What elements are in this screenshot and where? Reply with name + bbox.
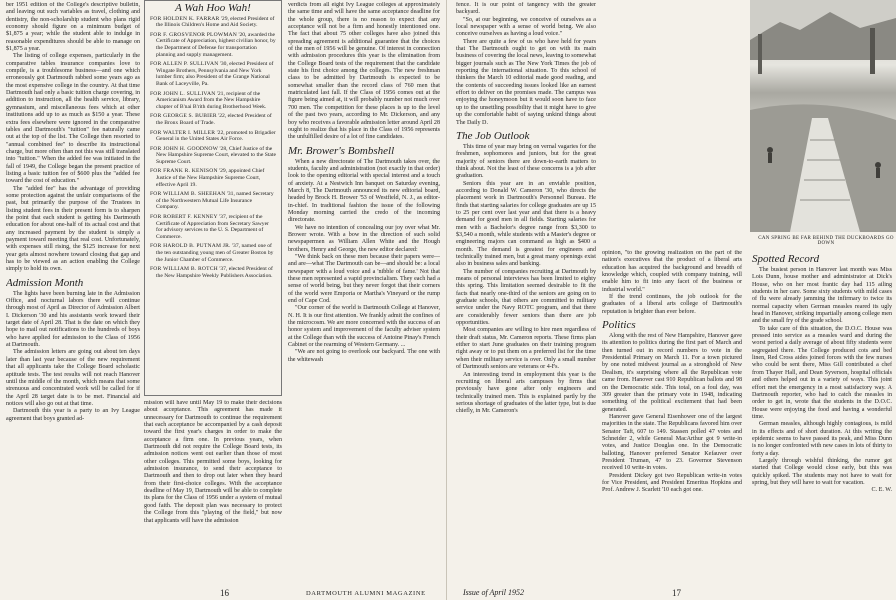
box-title: A Wah Hoo Wah! [175,2,251,14]
award-recipient: FOR WILLIAM B. SHEEHAN [150,191,226,198]
paragraph: The busiest person in Hanover last month was Miss Lois Dunn, house mother and administrator at Dick's House, who on her most frantic day had 115 ailing students in her care. Some sixty students with mild cases of flu were already jamming the infirmary to twice its normal capacity when German measles reared its ugly head in Hanover, striking impartially among college men and the small fry of the grade school. [752,267,892,325]
section-heading-politics: Politics [602,319,636,332]
award-item [150,266,276,279]
award-recipient: FOR JOHN L. SULLIVAN [150,90,216,97]
award-recipient: FOR F. GROSVENOR PLOWMAN [150,31,238,38]
paragraph: An interesting trend in employment this year is the recruiting on liberal arts campuses by firms that previously have gone after only engineers and technically trained men. This is explained partly by the serious shortage of graduates of the latter type, but is due chiefly, in Mr. Cameron's [456,371,596,415]
award-recipient: FOR HAROLD B. PUTNAM JR. [150,243,231,250]
award-text: '20, awarded the Certificate of Appreciation, highest civilian honor, by the Department of Defense for transportation planning and supply management. [156,31,276,58]
award-item [150,32,276,58]
section-heading-spotted-record: Spotted Record [752,253,820,265]
paragraph: The number of companies recruiting at Dartmouth by means of personal interviews has been limited to eighty this spring. This limitation seemed desirable to fit the facts that nearly one-third of the seniors are going on to graduate schools, that others are committed to military service under the Navy ROTC program, and that there are considerably fewer seniors than there are job opportunities. [456,268,596,327]
paragraph: verdicts from all eight Ivy League colleges at approximately the same time and will have the same acceptance deadline for the whole group, there is no reason to expect that any acceptance will not be a firm and honestly intentioned one. The fact that about 75 other colleges have also joined this spreading agreement is additional guarantee that the choices of the men of 1956 will be genuine. Of interest in connection with admission procedures this year is the elimination from the College Board tests of the requirement that the candidate state his first choice among the colleges. The new freshman class to be admitted by Dartmouth is expected to be somewhat smaller than the record class of 760 men that matriculated last fall. If the Class of 1956 comes out at the figure being aimed at, it will probably number not much over 700 men. The competition for these places is up to the level of the past two years, according to Mr. Dickerson, and any boy who receives a favorable admission letter around April 28 ought to realize that his place in the Class of 1956 represents the unfulfilled desire of a lot of fine candidates. [288,2,440,141]
paragraph: We have no intention of concealing our joy over what Mr. Brower wrote. With a bow in the direction of such solid newspapermen as William Allen White and the Hough brothers, Henry and George, the new editor declared: [288,224,440,253]
award-text: '28, Chief Justice of the New Hampshire Supreme Court, elevated to the State Supreme Court. [156,145,276,165]
award-text: '29, appointed Chief Justice of the New Hampshire Supreme Court, effective April 19. [156,168,265,188]
box-items-list [150,16,276,280]
left-column-3 [288,2,440,588]
paragraph: Along with the rest of New Hampshire, Hanover gave its attention to politics during the first part of March and then turned out in record numbers to vote in the Presidential Primary on March 11. For a town pictured by one noted midwest journal as a stronghold of New Dealism, it's surprising where all the Republican vote came from. Hanover cast 910 Republican ballots and 98 on the Democratic side. This total, on a foul day, was 309 greater than the primary vote in 1948, indicating something of the political excitement that had been generated. [602,333,742,413]
paragraph: The lights have been burning late in the Admission Office, and nocturnal labors there will continue through most of April as Director of Admission Albert I. Dickerson '30 and his assistants work toward their target date of April 28. That is the date on which they hope to mail out notifications to the hundreds of boys who have applied for admission to the Class of 1956 at Dartmouth. [6,290,140,349]
paragraph: Most companies are willing to hire men regardless of their draft status, Mr. Cameron reports. These firms plan either to start June graduates on their training program right away or to put them on a preferred list for the time when their military service is over. Only a small number of Dartmouth seniors are veterans or 4-Fs. [456,327,596,371]
award-item [150,130,276,143]
right-page [448,0,896,600]
right-column-2 [602,250,742,572]
paragraph: Largely through wishful thinking, the rumor got started that College would close early, but this was quickly spiked. The students may not have to wait for spring, but they will have to wait for vacation. [752,457,892,486]
award-recipient: FOR WILLIAM B. ROTCH [150,266,218,273]
section-heading-bombshell: Mr. Brower's Bombshell [288,144,395,157]
photo-scene [750,0,896,232]
award-text: '30, elected President of Wingate Brothers, Pennsylvania and New York lumber firm; also President of the Grange National Bank of Laceyville, Pa. [156,61,274,87]
award-item [150,146,276,166]
paragraph: ber 1951 edition of the College's descriptive bulletin, and leaving out such variables as travel, clothing and dentistry, the non-scholarship student who plans rigid economy should figure on a minimum budget of $1,875 a year; while the student able to indulge in reasonable expenditures should be able to manage on $1,875 a year. [6,2,140,53]
paragraph: mission will have until May 19 to make their decisions about acceptance. This agreement has made it unnecessary for Dartmouth to continue the requirement that each acceptance be accompanied by a cash deposit toward the first year's charges in order to make the acceptance a firm one. In previous years, when Dartmouth did not require the College Board tests, its admission notices went out earlier than those of most other colleges. This permitted some boys, looking for admission insurance, to send their acceptance to Dartmouth and then to drop out later when they heard from their first-choice colleges. With the acceptance deadline of May 19, Dartmouth will be able to complete its plans for the Class of 1956 under a system of mutual good faith. The deposit plan was necessary to protect the College from this "playing of the field," but now that applicants will have the admission [144,400,282,524]
issue-date: Issue of April 1952 [463,588,524,597]
award-item [150,91,276,111]
left-column-2-bottom [144,400,282,586]
award-recipient: FOR GEORGE S. BUBIER [150,113,217,120]
award-text: '22, promoted to Brigadier General in the United States Air Force. [156,129,276,143]
photo-caption: CAN SPRING BE FAR BEHIND THE DUCKBOARDS GO DOWN [758,236,894,246]
paragraph: To take care of this situation, the D.O.C. House was pressed into service as a measles ward and during the worst period a daily average of about fifty students were segregated there. The College produced cots and bed linen, Red Cross aides joined forces with the few nurses who could be sent there, Miss Gill contributed a chef from Thayer Hall, and Dean Syverson, hospital officials and others helped out in a variety of ways. This joint effort met the emergency in a most satisfactory way. A Dartmouth reporter, who had to catch the measles in order to get in, wrote that the students in the D.O.C. House were enjoying the food and having a wonderful time. [752,325,892,420]
paragraph: When a new directorate of The Dartmouth takes over, the students, faculty and administration (not exactly in that order) look to the opening editorial with special interest and a touch of anxiety. At a Nestwich Inn banquet on Saturday evening, March 8, The Dartmouth announced its new editorial board, headed by Brock H. Brower '53 of Westfield, N. J., as editor-in-chief. In traditional fashion the issue of the following Monday morning carried the credo of the incoming directorate. [288,158,440,224]
paragraph: The "added fee" has the advantage of providing some protection against the unfair comparisons of the past, but primarily the purpose of the Trustees in listing student fees in their present form is to sharpen the point that each student is getting his Dartmouth education for about one-half of its actual cost and that any increased payment by the student is simply a payment toward meeting that real cost. Unfortunately, with expenses still rising, the $125 increase for next year gets almost nowhere toward closing that gap and has to be viewed as an action enabling the College simply to hold its own. [6,185,140,273]
section-heading-job-outlook: The Job Outlook [456,129,530,142]
award-text: '21, recipient of the Americanism Award from the New Hampshire chapter of B'nai B'rith during Brotherhood Week. [156,90,267,110]
award-recipient: FOR ROBERT F. KENNEY [150,214,218,221]
left-column-1 [6,2,140,588]
paragraph: This time of year may bring on vernal vagaries for the freshmen, sophomores and juniors, but for the great majority of seniors there are down-to-earth matters to think about. Not the least of these concerns is a job after graduation. [456,143,596,180]
award-recipient: FOR FRANK R. KENISON [150,168,218,175]
paragraph: fence. It is our point of tangency with the greater backyard. [456,2,596,16]
paragraph: The admission letters are going out about ten days later than last year because of the new requirement that all applicants take the College Board scholastic aptitude tests. The test results will not reach Hanover until the middle of the month, which means that some strenuous and concentrated work will be called for if the April 28 target date is to be met. Financial aid notices will also go out at that time. [6,349,140,407]
right-column-3 [752,250,892,586]
paragraph: opinion, "to the growing realization on the part of the nation's executives that the product of a liberal arts education has acquired the background and breadth of knowledge which, coupled with company training, will enable him to fit into any facet of the business or industrial world." [602,250,742,293]
award-recipient: FOR JOHN H. GOODNOW [150,145,219,152]
award-recipient: FOR WALTER I. MILLER [150,129,216,136]
award-text: '37, elected President of the New Hampshire Weekly Publishers Association. [156,266,273,279]
award-recipient: FOR HOLDEN K. FARRAR [150,15,220,22]
award-item [150,214,276,240]
paragraph: "So, at our beginning, we conceive of ourselves as a local newspaper with a sense of world being. We also conceive ourselves as having a loud voice." [456,16,596,38]
page-number: 17 [672,588,681,598]
award-item [150,16,276,29]
page-number: 16 [220,588,229,598]
award-text: '31, named Secretary of the Northwestern Mutual Life Insurance Company. [156,191,274,211]
paragraph: Hanover gave General Eisenhower one of the largest majorities in the state. The Republicans favored him over Senator Taft, 607 to 149. Stassen polled 47 votes and Schneider 2, while General MacArthur got 9 write-in votes, and Justice Douglas one. In the Democratic balloting, Hanover preferred Senator Kefauver over President Truman, 47 to 23. Governor Stevenson received 10 write-in votes. [602,413,742,472]
paragraph: German measles, although highly contagious, is mild in its effects and of short duration. At this writing the epidemic seems to have passed its peak, and Miss Dunn is no longer confronted with new cases in lots of thirty to forty a day. [752,421,892,457]
paragraph: Dartmouth this year is a party to an Ivy League agreement that boys granted ad- [6,408,140,422]
award-text: '29, elected President of the Illinois Children's Home and Aid Society. [156,15,275,29]
right-column-1 [456,2,596,588]
paragraph: If the trend continues, the job outlook for the graduates of a liberal arts college of Dartmouth's reputation is brighter than ever before. [602,294,742,315]
left-page [0,0,447,600]
award-recipient: FOR ALLEN P. SULLIVAN [150,61,219,68]
duckboards-photo [750,0,896,232]
award-item [150,168,276,188]
paragraph: "We are not going to overlook our backyard. The one with the whitewash [288,349,440,363]
award-item [150,61,276,87]
award-item [150,191,276,211]
wah-hoo-wah-box [144,0,282,396]
paragraph: "We think back on these men because their papers were—and are—what The Dartmouth can be—and should be: a local newspaper with a loud voice and a 'nibble of fame.' Not that these men represented a vapid provincialism. They each had a sense of world being, but they never forgot that their corners of the world were Emporia or Martha's Vineyard or the rump end of Cape Cod. [288,254,440,305]
award-text: '22, elected President of the Bronx Board of Trade. [156,113,272,126]
award-text: '37, named one of the ten outstanding young men of Greater Boston by the Junior Chamber of Commerce. [156,243,274,263]
paragraph: There are quite a few of us who have held for years that The Dartmouth ought to get on with its main business of covering the local news, leaving to somewhat bigger journals such as The New York Times the job of reporting the international situation. To this school of thinkers the March 10 editorial made good reading, and the contents of succeeding issues looked like an earnest effort to deliver on the promises made. The campus was enjoying the honeymoon but it would soon have to face up to the unsettling possibility that it might have to give up the comfortable habit of saying unkind things about The Daily D. [456,38,596,126]
author-signature: C. E. W. [871,487,892,494]
magazine-name: DARTMOUTH ALUMNI MAGAZINE [306,590,426,597]
paragraph: The listing of college expenses, particularly in the comparative tables insurance companies love to compile, is a troublesome business—and one which erroneously got Dartmouth rabbed some years ago as the most expensive college in the country. At that time Dartmouth had only a basic tuition charge covering, in addition to instruction, all the health service, library, gymnasium, and miscellaneous fees which at other institutions add up to as much as $150 a year. These extra fees elsewhere were ignored in the comparative tables and Dartmouth's "tuition" fee naturally came out at the top of the list. The College then resorted to "annual combined fee" to describe its instructional charge, but more often than not this was still translated into "tuition." When the added fee was initiated in the fall of 1949, the College began the present practice of listing a basic tuition fee of $600 plus the "added fee toward the cost of education." [6,53,140,185]
paragraph: President Dickey got two Republican write-in votes for Vice President, and President Emeritus Hopkins and Prof. Andrew J. Scarlett '10 each got one. [602,472,742,494]
award-item [150,113,276,126]
paragraph: "Our corner of the world is Dartmouth College at Hanover, N. H. It is our first attention. We frankly admit the confines of the microcosm. We are more concerned with the success of an honor system and improvement of the faculty adviser system at the College than with the success of Antoine Pinay's French Cabinet or the rearming of Western Germany. ... [288,305,440,349]
paragraph: Seniors this year are in an enviable position, according to Donald W. Cameron '30, who directs the placement work in Dartmouth's Personnel Bureau. He finds that starting salaries for college graduates are up 15 to 25 per cent over last year and that there is a heavy demand for good men in all fields. Starting salaries for men with a Bachelor's degree range from $3,300 to $3,540 a month, while students with a Master's degree or engineering majors can command as high as $400 a month. The demand is greatest for engineers and technically trained men, but a great many openings exist also in business sales and banking. [456,180,596,268]
award-item [150,243,276,263]
award-text: '37, recipient of the Certificate of Appreciation from Secretary Sawyer for advisory services to the U. S. Department of Commerce. [156,214,269,240]
section-heading-admission: Admission Month [6,276,84,289]
